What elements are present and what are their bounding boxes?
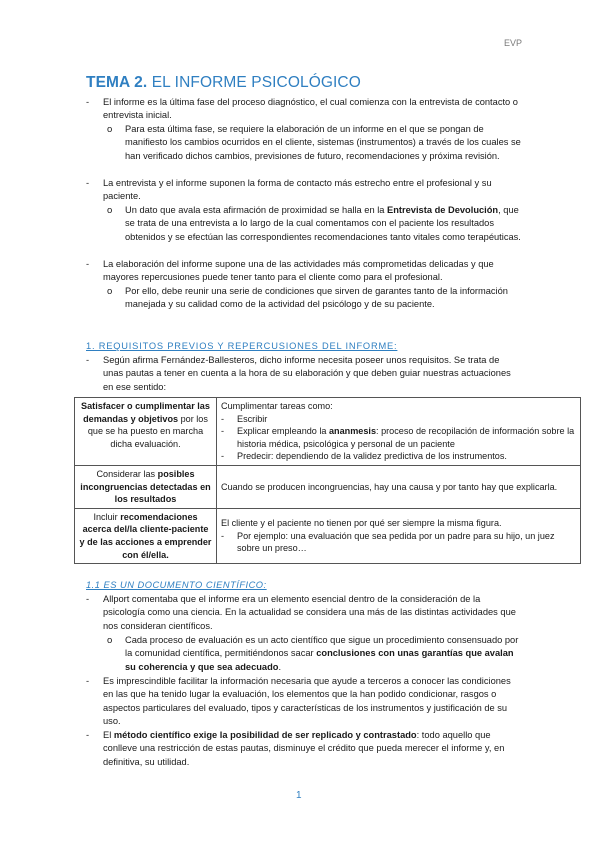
dash-bullet: - bbox=[86, 676, 90, 686]
requirements-table bbox=[74, 397, 581, 564]
list-item: - Explicar empleando la ananmesis: proceso de recopilación de información sobre la historia médica, psicológica y personal de un paciente bbox=[221, 426, 575, 449]
page-number: 1 bbox=[296, 790, 302, 801]
table-cell-left: Satisfacer o cumplimentar las demandas y objetivos por los que se ha puesto en marcha dicha evaluación. bbox=[75, 398, 217, 466]
section-heading: 1. REQUISITOS PREVIOS Y REPERCUSIONES DEL INFORME: bbox=[86, 341, 398, 351]
table-cell-right: El cliente y el paciente no tienen por qué ser siempre la misma figura. - Por ejemplo: una evaluación que sea pedida por un padre para su hijo, un juez sobre un preso… bbox=[217, 508, 581, 563]
intro-paragraph: La entrevista y el informe suponen la forma de contacto más estrecho entre el profesional y su paciente. bbox=[103, 178, 492, 202]
table-row bbox=[75, 398, 581, 466]
circle-bullet: o bbox=[107, 205, 113, 216]
list-item: - Predecir: dependiendo de la validez predictiva de los instrumentos. bbox=[221, 451, 507, 462]
list-item: - Por ejemplo: una evaluación que sea pedida por un padre para su hijo, un juez sobre un preso… bbox=[221, 530, 555, 554]
section-paragraph: El método científico exige la posibilidad de ser replicado y contrastado: todo aquello que conlleve una restricción de estas pautas, disminuye el crédito que pueda merecer el informe y, en definitiva, su utilidad. bbox=[103, 730, 505, 767]
header-tag: EVP bbox=[503, 38, 522, 48]
intro-subparagraph: Para esta última fase, se requiere la elaboración de un informe en el que se pongan de manifiesto los cambios ocurridos en el cliente, sistemas (instrumentos) a través de los cuales se han verificado dichos cambios, previsiones de futuro, recomendaciones y próxima revisión. bbox=[125, 124, 521, 161]
dash-bullet: - bbox=[86, 97, 90, 107]
section-subparagraph: Cada proceso de evaluación es un acto científico que sigue un procedimiento consensuado por la comunidad científica, permitiéndonos sacar conclusiones con unas garantías que avalan su coherencia y que sea adecuado. bbox=[125, 635, 519, 672]
bold-term: método científico exige la posibilidad de ser replicado y contrastado bbox=[113, 730, 417, 740]
dash-bullet: - bbox=[86, 730, 90, 740]
list-item: - Escribir bbox=[221, 413, 268, 424]
dash-bullet: - bbox=[86, 259, 90, 269]
page-title bbox=[86, 74, 361, 92]
bold-term: Entrevista de Devolución bbox=[387, 205, 499, 215]
section-paragraph: Allport comentaba que el informe era un elemento esencial dentro de la consideración de la psicología como una ciencia. En la actualidad se considera una más de las distintas actividades que nos consideran científicos. bbox=[103, 594, 516, 631]
table-cell-left: Considerar las posibles incongruencias detectadas en los resultados bbox=[75, 465, 217, 508]
circle-bullet: o bbox=[107, 124, 113, 135]
circle-bullet: o bbox=[107, 286, 113, 297]
title-number: TEMA 2. bbox=[86, 74, 148, 91]
title-text: EL INFORME PSICOLÓGICO bbox=[147, 74, 361, 91]
dash-bullet: - bbox=[86, 594, 90, 604]
section-paragraph: Es imprescindible facilitar la información necesaria que ayude a terceros a conocer las condiciones en las que ha tenido lugar la evaluación, los elementos que la han podido condicionar, rasgos o aspectos particulares del evaluado, tipos y características de los instrumentos y justificación de su uso. bbox=[103, 676, 511, 727]
intro-subparagraph: Un dato que avala esta afirmación de proximidad se halla en la Entrevista de Devolución, que se trata de una entrevista a lo largo de la cual comentamos con el paciente los resultados obtenidos y se efectúan las correspondientes recomendaciones tanto vitales como terapéuticas. bbox=[125, 205, 521, 242]
table-cell-right: Cuando se producen incongruencias, hay una causa y por tanto hay que explicarla. bbox=[217, 465, 581, 508]
subsection-heading: 1.1 ES UN DOCUMENTO CIENTÍFICO: bbox=[86, 580, 267, 590]
intro-paragraph: El informe es la última fase del proceso diagnóstico, el cual comienza con la entrevista de contacto o entrevista inicial. bbox=[103, 97, 518, 121]
dash-bullet: - bbox=[86, 355, 90, 365]
table-cell-right: Cumplimentar tareas como: - Escribir - Explicar empleando la ananmesis: proceso de recopilación de información sobre la historia médica, psicológica y personal de un paciente - Predecir: dependiendo de la validez predictiva de los instrumentos. bbox=[217, 398, 581, 466]
section-paragraph: Según afirma Fernández-Ballesteros, dicho informe necesita poseer unos requisitos. Se trata de unas pautas a tener en cuenta a la hora de su elaboración y que deben guiar nuestras actuaciones en ese sentido: bbox=[103, 355, 511, 392]
intro-paragraph: La elaboración del informe supone una de las actividades más comprometidas delicadas y que mayores repercusiones puede tener tanto para el cliente como para el profesional. bbox=[103, 259, 494, 283]
dash-bullet: - bbox=[86, 178, 90, 188]
table-row bbox=[75, 508, 581, 563]
bold-term: conclusiones con unas garantías que avalan su coherencia y que sea adecuado bbox=[125, 648, 514, 672]
intro-subparagraph: Por ello, debe reunir una serie de condiciones que sirven de garantes tanto de la información manejada y su calidad como de la actividad del psicólogo y de su paciente. bbox=[125, 286, 508, 310]
table-row bbox=[75, 465, 581, 508]
circle-bullet: o bbox=[107, 635, 113, 646]
table-cell-left: Incluir recomendaciones acerca del/la cliente-paciente y de las acciones a emprender con él/ella. bbox=[75, 508, 217, 563]
